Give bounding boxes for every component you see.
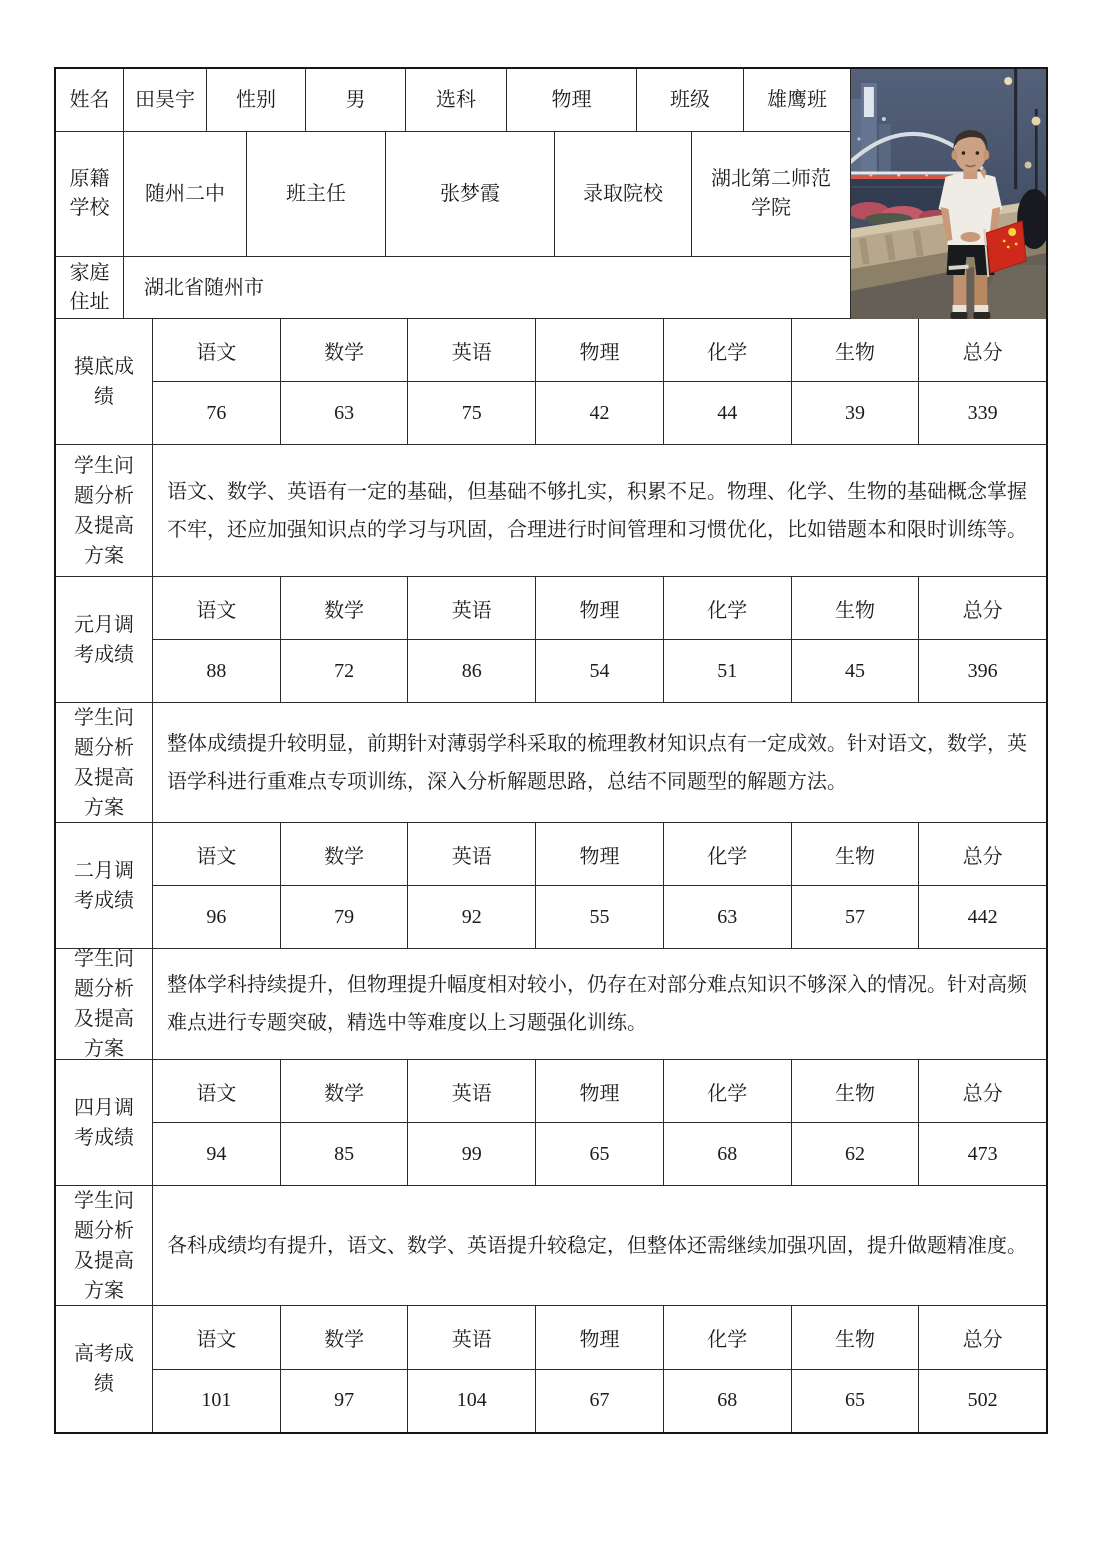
score-value-cell: 94 <box>153 1123 281 1185</box>
subject-header-cell: 总分 <box>962 1082 1003 1105</box>
score-value-cell: 339 <box>967 401 998 424</box>
address-value: 湖北省随州市 <box>144 276 264 299</box>
analysis-label: 学生问题分析及提高方案 <box>56 703 153 822</box>
subject-header-row <box>153 823 1046 886</box>
name-value: 田昊宇 <box>124 69 207 131</box>
score-value-cell: 97 <box>281 1370 409 1433</box>
score-value-cell: 473 <box>967 1142 998 1165</box>
subject-header-row <box>153 577 1046 640</box>
class-label: 班级 <box>637 69 744 131</box>
subject-header-cell: 生物 <box>792 319 920 381</box>
subject-header-cell: 物理 <box>536 1306 664 1369</box>
subject-header-row <box>153 1060 1046 1123</box>
subject-header-cell: 数学 <box>281 577 409 639</box>
score-table-label: 元月调考成绩 <box>56 577 153 702</box>
analysis-block <box>56 1186 1046 1306</box>
subject-header-cell: 英语 <box>408 1060 536 1122</box>
score-value-cell: 63 <box>664 886 792 948</box>
score-value-cell: 62 <box>792 1123 920 1185</box>
name-label: 姓名 <box>56 69 124 131</box>
score-value-cell: 502 <box>967 1389 998 1412</box>
subject-header-cell: 化学 <box>664 577 792 639</box>
address-label: 家庭住址 <box>56 257 124 319</box>
score-value-cell: 65 <box>792 1370 920 1433</box>
subject-header-cell: 总分 <box>962 845 1003 868</box>
score-value-cell: 92 <box>408 886 536 948</box>
score-value-row <box>153 1370 1046 1433</box>
subject-header-cell: 英语 <box>408 577 536 639</box>
subject-header-cell: 英语 <box>408 1306 536 1369</box>
score-table-gaokao <box>56 1306 1046 1432</box>
head-teacher-value: 张梦霞 <box>386 132 555 256</box>
subject-header-cell: 生物 <box>792 1306 920 1369</box>
subject-header-cell: 语文 <box>153 1060 281 1122</box>
score-value-cell: 51 <box>664 640 792 702</box>
score-table-january <box>56 577 1046 703</box>
score-value-cell: 55 <box>536 886 664 948</box>
score-value-cell: 72 <box>281 640 409 702</box>
score-value-row <box>153 640 1046 702</box>
subject-header-cell: 英语 <box>408 319 536 381</box>
analysis-text: 语文、数学、英语有一定的基础，但基础不够扎实，积累不足。物理、化学、生物的基础概念掌握不牢，还应加强知识点的学习与巩固，合理进行时间管理和习惯优化，比如错题本和限时训练等。 <box>167 480 1027 541</box>
subject-header-cell: 英语 <box>408 823 536 885</box>
gender-value: 男 <box>306 69 406 131</box>
subject-header-cell: 化学 <box>664 1060 792 1122</box>
score-value-cell: 96 <box>153 886 281 948</box>
subject-header-cell: 生物 <box>792 823 920 885</box>
score-value-row <box>153 382 1046 444</box>
subject-header-cell: 生物 <box>792 1060 920 1122</box>
score-value-cell: 396 <box>967 659 998 682</box>
score-value-cell: 85 <box>281 1123 409 1185</box>
subject-header-cell: 物理 <box>536 1060 664 1122</box>
student-photo <box>850 69 1046 319</box>
score-value-cell: 45 <box>792 640 920 702</box>
score-value-row <box>153 1123 1046 1185</box>
college-label: 录取院校 <box>555 132 692 256</box>
score-table-april <box>56 1060 1046 1186</box>
subject-header-cell: 语文 <box>153 1306 281 1369</box>
score-table-label: 高考成绩 <box>56 1306 153 1432</box>
college-value: 湖北第二师范学院 <box>711 168 831 219</box>
subject-header-cell: 语文 <box>153 823 281 885</box>
subject-header-cell: 物理 <box>536 319 664 381</box>
subject-header-cell: 物理 <box>536 823 664 885</box>
subject-header-cell: 物理 <box>536 577 664 639</box>
subject-header-cell: 总分 <box>962 599 1003 622</box>
origin-school-value: 随州二中 <box>124 132 247 256</box>
head-teacher-label: 班主任 <box>247 132 386 256</box>
subject-header-cell: 生物 <box>792 577 920 639</box>
subject-header-cell: 数学 <box>281 319 409 381</box>
analysis-label: 学生问题分析及提高方案 <box>56 445 153 576</box>
subject-header-cell: 化学 <box>664 1306 792 1369</box>
subject-header-cell: 化学 <box>664 319 792 381</box>
student-photo-image <box>851 69 1046 319</box>
subject-header-cell: 数学 <box>281 1306 409 1369</box>
subject-header-cell: 数学 <box>281 1060 409 1122</box>
subject-header-row <box>153 319 1046 382</box>
score-value-cell: 88 <box>153 640 281 702</box>
score-value-cell: 57 <box>792 886 920 948</box>
subject-header-cell: 语文 <box>153 319 281 381</box>
elective-label: 选科 <box>406 69 507 131</box>
score-value-cell: 79 <box>281 886 409 948</box>
score-value-cell: 63 <box>281 382 409 444</box>
score-value-cell: 101 <box>153 1370 281 1433</box>
analysis-text: 整体成绩提升较明显，前期针对薄弱学科采取的梳理教材知识点有一定成效。针对语文，数学，英语学科进行重难点专项训练，深入分析解题思路，总结不同题型的解题方法。 <box>167 732 1027 793</box>
origin-school-label: 原籍学校 <box>56 132 124 256</box>
subject-header-cell: 语文 <box>153 577 281 639</box>
score-value-cell: 54 <box>536 640 664 702</box>
elective-value: 物理 <box>507 69 637 131</box>
score-value-cell: 42 <box>536 382 664 444</box>
info-row-school <box>56 132 850 257</box>
analysis-block <box>56 445 1046 577</box>
personal-info-section <box>56 69 1046 319</box>
score-value-cell: 442 <box>967 905 998 928</box>
score-value-cell: 67 <box>536 1370 664 1433</box>
analysis-block <box>56 703 1046 823</box>
analysis-label: 学生问题分析及提高方案 <box>56 949 153 1059</box>
analysis-text: 整体学科持续提升，但物理提升幅度相对较小，仍存在对部分难点知识不够深入的情况。针对高频难点进行专题突破，精选中等难度以上习题强化训练。 <box>167 974 1027 1034</box>
score-value-cell: 86 <box>408 640 536 702</box>
score-value-cell: 75 <box>408 382 536 444</box>
student-record-form <box>54 67 1048 1434</box>
score-value-cell: 44 <box>664 382 792 444</box>
score-value-row <box>153 886 1046 948</box>
score-value-cell: 65 <box>536 1123 664 1185</box>
gender-label: 性别 <box>207 69 306 131</box>
score-table-label: 摸底成绩 <box>56 319 153 444</box>
analysis-block <box>56 949 1046 1060</box>
score-value-cell: 68 <box>664 1370 792 1433</box>
class-value: 雄鹰班 <box>767 88 827 111</box>
subject-header-row <box>153 1306 1046 1370</box>
analysis-text: 各科成绩均有提升，语文、数学、英语提升较稳定，但整体还需继续加强巩固，提升做题精准度。 <box>167 1234 1027 1257</box>
score-table-label: 四月调考成绩 <box>56 1060 153 1185</box>
score-value-cell: 99 <box>408 1123 536 1185</box>
score-table-baseline <box>56 319 1046 445</box>
analysis-label: 学生问题分析及提高方案 <box>56 1186 153 1305</box>
subject-header-cell: 总分 <box>962 341 1003 364</box>
score-table-february <box>56 823 1046 949</box>
subject-header-cell: 总分 <box>962 1328 1003 1351</box>
info-row-basic <box>56 69 850 132</box>
score-value-cell: 104 <box>408 1370 536 1433</box>
subject-header-cell: 数学 <box>281 823 409 885</box>
score-value-cell: 39 <box>792 382 920 444</box>
score-value-cell: 68 <box>664 1123 792 1185</box>
score-value-cell: 76 <box>153 382 281 444</box>
subject-header-cell: 化学 <box>664 823 792 885</box>
info-row-address <box>56 257 850 319</box>
score-table-label: 二月调考成绩 <box>56 823 153 948</box>
